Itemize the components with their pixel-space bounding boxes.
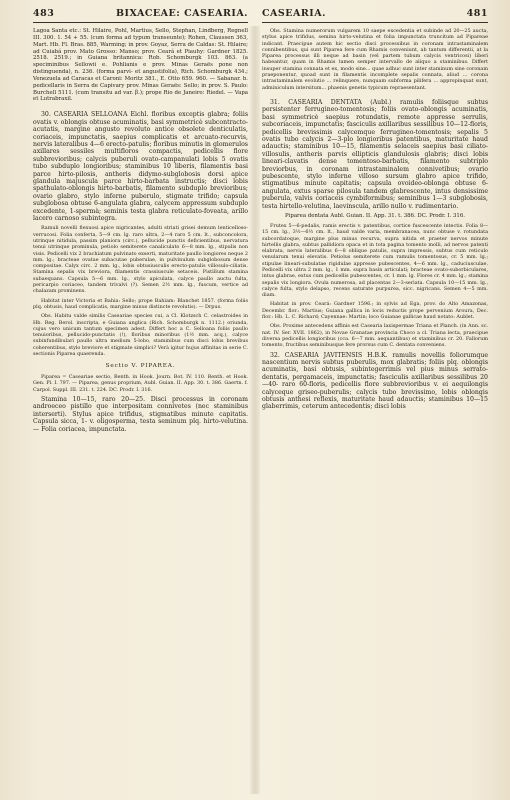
right-page-header	[262, 8, 488, 22]
species-30-observation: Obs. Habitu valde similis Caseariae species cui, a Cl. Klotzsch C. celastroides in Hb. Reg. Berol. inscripta, e Guiana anglica (Rich. Schomburgk n. 1112.) oriunda, cujus vero unicum tantum specimen adest. Differt hoc a C. Selloana foliis paullo tenuioribus, pellucido-punctatis (!), floribus minoribus (1½ mm. acq.), calyce subinfundibulari paullo ultra medium 5-lobo, staminibus cum disci lobis brevibus coherentibus, stylo breviore et stigmate simplici? Verà igitur hujus affinitas in serie C. sectionis Piparea quaerenda.	[33, 313, 248, 358]
right-running-title: CASEARIA.	[262, 8, 326, 19]
species-31-observation: Obs. Proxime antecedens affinis est Casearia laxispermae Triana et Planch. (in Ann. sc. nat. IV. Ser. XVII. 1862), in Novae Granatae provincia Choco a cl. Triana lecta, praecipue diversa pedicellis longioribus (cca. 6—7 mm. aequantibus) et staminibus cr. 20. Fallorum tomento, fructibus seminibusque fere prorsus cum C. dentata conveniens.	[262, 323, 488, 349]
species-31-habitat: Habitat in prov. Ceará: Gardner 1596.; in sylvis ad Ega, prov. do Alto Amazonas, Decembr. flor.: Martius; Guiana gallica in locis reductis prope pervenium Aroura, Dec. flor.: Hb. L. C. Richard; Cayennae: Martin; loco Guianae gallicae haud notato: Aublet.	[262, 301, 488, 321]
section-title: Sectio V. PIPAREA.	[105, 363, 176, 370]
left-header-rule	[33, 22, 248, 23]
species-30-habitat: Habitat inter Victoria et Bahia: Sello; prope Bahiam: Blanchet 1857. (forma foliis plq. obtusis, haud complicatis, margine minus distincte revolutis). — Drpus.	[33, 297, 248, 310]
right-header-rule	[262, 22, 488, 23]
species-31-description: Frutex 5—6-pedalis, ramis erectis v. patentibus, cortice fuscescente intectis. Folia 8—15 cm. lg., 3½—6½ cm. lt., haud valde varia, membranacea, nunc obtuse v. rotundata subcordatoque, margine plus minus recurva, supra nitida et praeter nervos minute hirtellis glabra, subtus pallidiora opaca et in tota pagina tomento molli, ad nervos patenti elabrata, nervis lateralibus 6—8 oblique patulis, supra impressis, subtus cum reticulo venularum tenui elevatis. Petiolus semiterete cum ramulis tomentosus, cr. 5 mm. lg.; stipulae lineari-subulatae rigidulae appresse pubescentes, 4—6 mm. lg., caduciusculae. Pedicelli vix ultra 2 mm. lg., 1 mm. supra basin articulati; bracteae ovato-suborbiculares, intus glabrae, extus cum pedicellis pubescentes, cr. 1 mm. lg. Flores cr. 4 mm. lg.; stamina sepalis vix longiora. Ovula numerosa, ad placentas 2—3-seriata. Capsula 10—15 mm. lg., calyce fulta, stylo delapso, recens saturate purpurea, sicc. nigricans. Semen 4—5 mm. diam.	[262, 222, 488, 299]
species-30-description: Ramuli novelli flexuosi apice nigricantes, adulti striati grisei demum lenticelloso-verrucosi. Folia conferta, 5—9 cm. lg. raro ultra, 2—4 raro 5 cm. lt., subconcolora, utrinque nitidula, passim planiora (circ.), pellucide punctis deficientibus, nervatura tenui utrinque prominula, petiolo semiterete canaliculato 6—8 mm. lg., stipulis non visis. Pedicelli vix 2 brachiatum pulvinato exserti, maturitate paullo longiores neque 2 mm. lg.; bracteae ovatae subacutae puberulae, in pulvinulum subglobosum dense compositae. Calyx circ. 2 mm. lg., lobis obtusiusculis erecto-patulis villosulo-ciliatis. Stamina sepalis vix breviora, filamentis crassiuscule setaceis. Pistillum stamina subaequans. Capsula 5—6 mm. lg., stylo apiculata, calyce paullo auctu fulta, pericarpio coriaceo, tandem trivalvi (?). Semen 2½ mm. lg., fuscum, vertice ad chalazam prominens.	[33, 225, 248, 295]
right-page-number: 481	[466, 8, 488, 19]
species-32-diagnosis: 32. CASEARIA JAVITENSIS H.B.K. ramulis novellis foliorumque nascentium nervis subtus puberulis, mox glabratis; foliis plq. oblongis acuminatis, basi obtusis, subintegerrimis vel pius minus serrato-dentatis, pergamaceis, impunctatis; fasciculis axillaribus sessilibus 20—40- raro 60-floris, pedicellis flore subbrevioribus v. ei aequilongis calyceque griseo-puberulis; calycis tubo brevissimo, lobis oblongis obtusis anthesi reflexis, maturitate haud adauctis; staminibus 10—15 glaberrimis, ceterum antecedentis; disci lobis	[262, 351, 488, 411]
page-gutter	[250, 26, 260, 794]
left-page-number: 483	[33, 8, 55, 19]
intro-paragraph: Lagoa Santa etc.: St. Hilaire, Pohl, Martius, Sello, Stephan, Lindberg, Regnell III. 300. 1. 54 + 55. (cum forma ad typum transeunte); Rohen, Claussen 363, Mart. Hb. Fl. Bras. 885, Warming; in prov. Goyaz, Serra de Caldas: St. Hilaire; ad Cuiabá prov. Mato Grosso: Manso; prov. Ceará et Piauhy: Gardner 1825. 2518. 2519.; in Guiana britannica: Rob. Schomburgk 103. 863. (a speciminibus Sellowii e. Pohlianis e prov. Minas Geraës pone non distinguenda), n. 236. (forma parvi- et angustifolia), Rich. Schomburgk 434.; Venezuela ad Caracas et Caroni: Moritz 381., E. Otto 659. 960. — Sabanar. b. pedicellaris in Serra de Capivary prov. Minas Geraës: Sello; in prov. S. Paulo: Burchell 5111. (cum transitu ad var. β.); prope Rio de Janeiro: Riedel. — Vapa et Lutrabraxil.	[33, 28, 248, 103]
piparea-description: Stamina 10—15, raro 20—25. Disci processus in coronam androeceo pistillo que interpositam connivetes (nec staminibus interserti). Stylus apice trifidus, stigmatibus minute capitatis. Capsula sicca, 1- v. oligosperma, testa seminum plq. hirto-velutina. — Folia coriacea, impunctata.	[33, 396, 248, 433]
piparea-definition: Piparea = Caseariae sectio, Benth. in Hook. Journ. Bot. IV. 110. Benth. et Hook. Gen. Pl. I. 797. — Piparea, genus proprium, Aubl. Guian. II. App. 30. t. 386. Gaertn. f. Carpol. Suppl. III. 231. t. 224. DC. Prodr. I. 316.	[33, 374, 248, 393]
species-30-diagnosis: 30. CASEARIA SELLOANA Eichl. floribus exceptis glabra; foliis ovatis v. oblongis obtuse acuminatis, basi symmetricè subcontracto-acutatis, margine angusto revoluto antice obsolete denticulatis, coriaceis, impunctatis, saepius complicatis et arcuato-recurvis, nervis lateralibus 4—6 erecto-patulis; floribus minutis in glomerulos axillares sessiles multifloros compactis, pedicellis flore subbrevioribus; calycis puberuli ovato-campanulati lobis 5 ovatis tubo subduplo longioribus; staminibus 10 liberis, filamentis basi parce hirto-pilosis, antheris didymo-subglobosis dorsi apice glandula majuscula parce hirto-barbata instructis; disci lobis spathulato-oblongis hirto-barbatis, filamento subduplo brevioribus; ovario glabro, stylo inferne puberulo, stigmate trifido; capsula subglobosa obtuse 6-angulata glabra, calycem appressum subduplo excedente, 1-spermà; seminis testa glabra reticulato-foveata, arillo lacero carnoso subintegra.	[33, 111, 248, 222]
section-observation: Obs. Stamina numerorum vulgarem 10 saepe excedentia et subinde ad 20—25 aucta, stylus apice trifidus, semina hirto-velutina et folia impunctata truncitum ad Pipareae indicant. Praecipue autem hic sectio disci processibus in coronam intrastaminalem connibentibus, qui sunt Piparea fere cum Rhamis conveniunt, ab tantum differentii, at la Piparea processus illi neque ad basin (vel partem tubum calycis ventricosi) liberi habeantur, quam in Rhamis tamen semper intervallo de aliquo a staminibus. Differt insuper stamina connata et ex, modo sine... quae adhuc sunt inter staminum sine coronam praeponentur, quoad sunt in filamentis incomplete sepalis connata, aliud ... corona intrastaminalem evolutio ... relinquere, nunquam subforma pilifera ... appropinquat sunt, adminiculum intersitum... phaenis genetis typicum repraesentant.	[262, 28, 488, 91]
species-31-synonym: Piparea dentata Aubl. Guian. II. App. 31. t. 386. DC. Prodr. I. 316.	[285, 213, 465, 220]
right-text-column	[262, 28, 488, 794]
left-page-header	[33, 8, 248, 22]
left-text-column	[33, 28, 248, 794]
species-31-diagnosis: 31. CASEARIA DENTATA (Aubl.) ramulis foliisque subtus persistenter ferrugineo-tomentosis; foliis ovato-oblongis acuminatis, basi symmetricè saepius rotundatis, remote appresse serrulis, subcoriaceis, impunctatis; fasciculis axillaribus sessilibus 10—12-floris, pedicellis brevissimis calycemque ferrugineo-tomentosis; sepalis 5 ovatis tubo calycis 2—3-plo longioribus patentibus, maturitate haud adauctis; staminibus 10—15, filamentis selaceis saepius basi ciliato-villosulis, antheris parvis ellipticis glandulosis glabris; disci lobis lineari-clavatis dense tomentoso-barbatis, filamento subtriplo breviorbus, in coronam intrastaminalem connivetibus; ovario pubescente, stylo inferne villoso sursum glabro apice trifido, stigmatibus minute capitatis; capsula ovoideo-oblonga obtuse 6-angulata, extus sparse pilosula tandem glabrescente, intus densissime puberula, valvis coriaceis cymbiformibus; seminibus 1—3 subglobosis, testa hirtello-velutina, laevinscula, arillo nullo v. rudimentario.	[262, 98, 488, 210]
left-running-title: BIXACEAE: CASEARIA.	[115, 8, 248, 19]
